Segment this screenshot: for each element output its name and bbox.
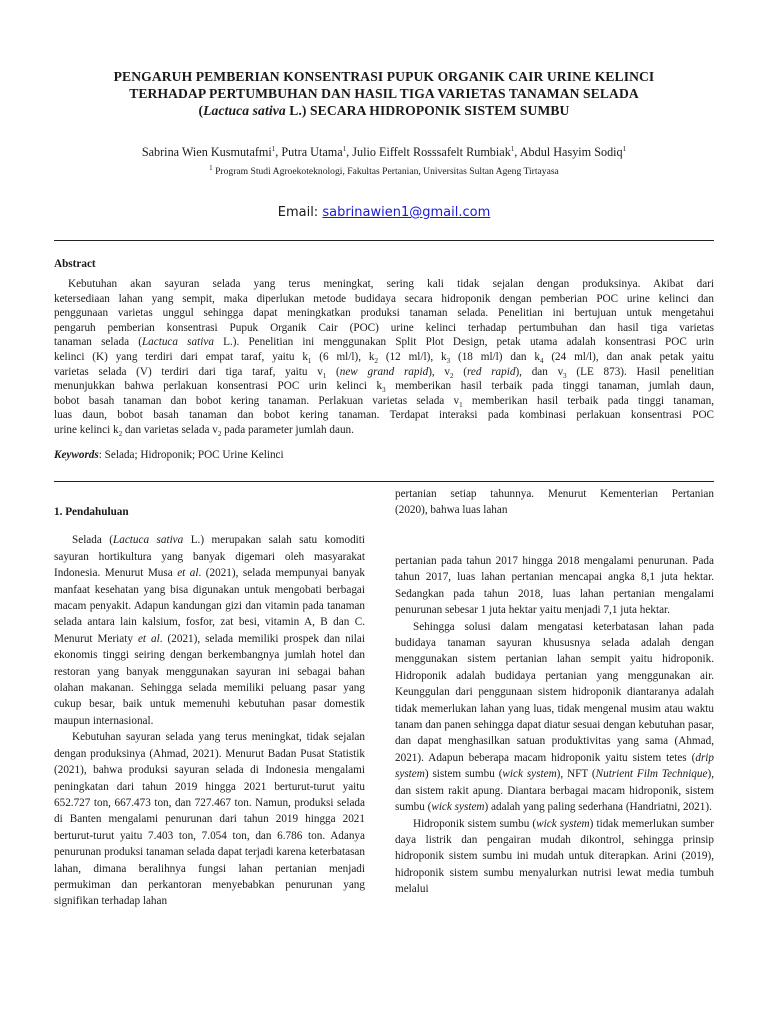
abstract-heading: Abstract bbox=[54, 258, 96, 270]
right-column bbox=[395, 553, 714, 898]
left-column bbox=[54, 504, 365, 910]
abstract-divider bbox=[54, 481, 714, 482]
paragraph: Hidroponik sistem sumbu (wick system) tidak memerlukan sumber daya listrik dan pengairan mudah dikontrol, sehingga prinsip hidroponik sistem sumbu ini mudah untuk diterapkan. Arini (2019), hidroponik sistem sumbu menyalurkan nutrisi lewat media tumbuh melalui bbox=[395, 817, 714, 896]
author: Julio Eiffelt Rosssafelt Rumbiak bbox=[352, 145, 511, 159]
author-list: Sabrina Wien Kusmutafmi$^1$, Putra Utama$^1$, Julio Eiffelt Rosssafelt Rumbiak$^1$, Abdul Hasyim Sodiq$^1$ bbox=[141, 144, 627, 159]
paragraph: Selada (Lactuca sativa L.) merupakan salah satu komoditi sayuran hortikultura yang banyak digemari oleh masyarakat Indonesia. Menurut Musa et al. (2021), selada mempunyai banyak manfaat kesehatan yang bisa digunakan untuk mengobati berbagai macam penyakit. Adapun kandungan gizi dan vitamin pada tanaman selada antara lain kalsium, fosfor, zat besi, vitamin A, B dan C. Menurut Meriaty et al. (2021), selada memiliki prospek dan nilai ekonomis tinggi seiring dengan berkembangnya jumlah hotel dan restoran yang banyak menggunakan sayuran ini sebagai bahan olahan makanan. Sehingga selada memiliki peluang pasar yang cukup besar, baik untuk memenuhi kebutuhan pasar domestik maupun internasional. bbox=[54, 534, 366, 727]
keywords-text: : Selada; Hidroponik; POC Urine Kelinci bbox=[98, 449, 284, 461]
paragraph: Sehingga solusi dalam mengatasi keterbatasan lahan pada budidaya tanaman sayuran khususnya selada adalah dengan menggunakan sistem pertanian lahan sempit yaitu hidroponik. Hidroponik adalah budidaya pertanian yang menggunakan air. Keunggulan dari penggunaan sistem hidroponik diantaranya adalah tidak memerlukan lahan yang luas, tidak mengenal musim atau waktu tanam dan panen sehingga dapat diatur sesuai dengan kebutuhan pasar, dan dapat menghasilkan satuan produktivitas yang sama (Ahmad, 2021). Adapun beberapa macam hidroponik yaitu sistem tetes (drip system) sistem sumbu (wick system), NFT (Nutrient Film Technique), dan sistem rakit apung. Diantara berbagai macam hidroponik, sistem sumbu (wick system) adalah yang paling sederhana (Handriatni, 2021). bbox=[395, 620, 714, 814]
author: Sabrina Wien Kusmutafmi bbox=[141, 145, 272, 159]
title-line-2: TERHADAP PERTUMBUHAN DAN HASIL TIGA VARIETAS TANAMAN SELADA bbox=[129, 86, 639, 101]
keywords-line bbox=[54, 449, 284, 461]
section-heading: 1. Pendahuluan bbox=[54, 506, 129, 518]
email-link[interactable]: sabrinawien1@gmail.com bbox=[322, 205, 491, 220]
abstract-body: Kebutuhan akan sayuran selada yang terus meningkat, sering kali tidak sejalan dengan produksinya. Akibat dari ketersediaan lahan yang sempit, maka diperlukan metode budidaya secara hidroponik dengan pemberian POC urine kelinci dan penggunaan varietas unggul sehingga dapat meningkatkan produksi tanaman selada. Penelitian ini bertujuan untuk mengetahui pengaruh pemberian konsentrasi Pupuk Organik Cair (POC) urine kelinci terhadap pertumbuhan dan hasil tiga varietas tanaman selada (Lactuca sativa L.). Penelitian ini menggunakan Split Plot Design, petak utama adalah konsentrasi POC urin kelinci (K) yang terdiri dari empat taraf, yaitu $k_1$ (6 ml/l), $k_2$ (12 ml/l), $k_3$ (18 ml/l) dan $k_4$ (24 ml/l), dan anak petak yaitu varietas selada (V) terdiri dari tiga taraf, yaitu $v_1$ (new grand rapid), $v_2$ (red rapid), dan $v_3$ (LE 873). Hasil penelitian menunjukkan bahwa perlakuan konsentrasi POC urin kelinci $k_3$ memberikan hasil terbaik pada tinggi tanaman, jumlah daun, bobot basah tanaman dan bobot kering tanaman. Perlakuan varietas selada $v_1$ memberikan hasil terbaik pada tinggi tanaman, luas daun, bobot basah tanaman dan bobot kering tanaman. Terdapat interaksi pada kombinasi perlakuan konsentrasi POC urine kelinci $k_2$ dan varietas selada $v_2$ pada parameter jumlah daun. bbox=[54, 278, 714, 439]
author: Abdul Hasyim Sodiq bbox=[519, 145, 623, 159]
email-line bbox=[54, 205, 714, 220]
keywords-label: Keywords bbox=[54, 449, 99, 461]
paragraph-line: (2020), bahwa luas lahan bbox=[395, 504, 508, 517]
paragraph-line: pertanian setiap tahunnya. Menurut Kementerian Pertanian bbox=[395, 488, 714, 500]
header-divider bbox=[54, 240, 714, 241]
title-line-3: (Lactuca sativa L.) SECARA HIDROPONIK SISTEM SUMBU bbox=[198, 103, 570, 118]
paragraph: pertanian pada tahun 2017 hingga 2018 mengalami penurunan. Pada tahun 2017, luas lahan pertanian mencapai angka 8,1 juta hektar. Sedangkan pada tahun 2018, luas lahan pertanian mengalami penurunan sebesar 1 juta hektar yaitu menjadi 7,1 juta hektar. bbox=[395, 555, 714, 617]
paragraph: Kebutuhan sayuran selada yang terus meningkat, tidak sejalan dengan produksinya (Ahmad, 2021). Menurut Badan Pusat Statistik (2021), bahwa produksi sayuran selada di Indonesia mengalami peningkatan dari tahun 2019 hingga 2021 berturut-turut yaitu 652.727 ton, 667.473 ton, dan 727.467 ton. Namun, produksi selada di Banten mengalami penurunan dari tahun 2019 hingga 2021 berturut-turut yaitu 7.403 ton, 7.054 ton, dan 6.786 ton. Adanya penurunan produksi tanaman selada dapat terjadi karena keterbatasan lahan, dimana beralihnya fungsi lahan pertanian menjadi permukiman dan perkantoran menyebabkan penurunan yang signifikan terhadap lahan bbox=[54, 731, 365, 908]
affiliation: $^1$ Program Studi Agroekoteknologi, Fakultas Pertanian, Universitas Sultan Ageng Tirtayasa bbox=[209, 163, 559, 177]
author: Putra Utama bbox=[281, 145, 343, 159]
paper-title bbox=[54, 68, 714, 119]
email-label: Email: bbox=[277, 205, 323, 220]
title-line-1: PENGARUH PEMBERIAN KONSENTRASI PUPUK ORGANIK CAIR URINE KELINCI bbox=[113, 69, 655, 84]
right-column-top bbox=[395, 486, 714, 519]
